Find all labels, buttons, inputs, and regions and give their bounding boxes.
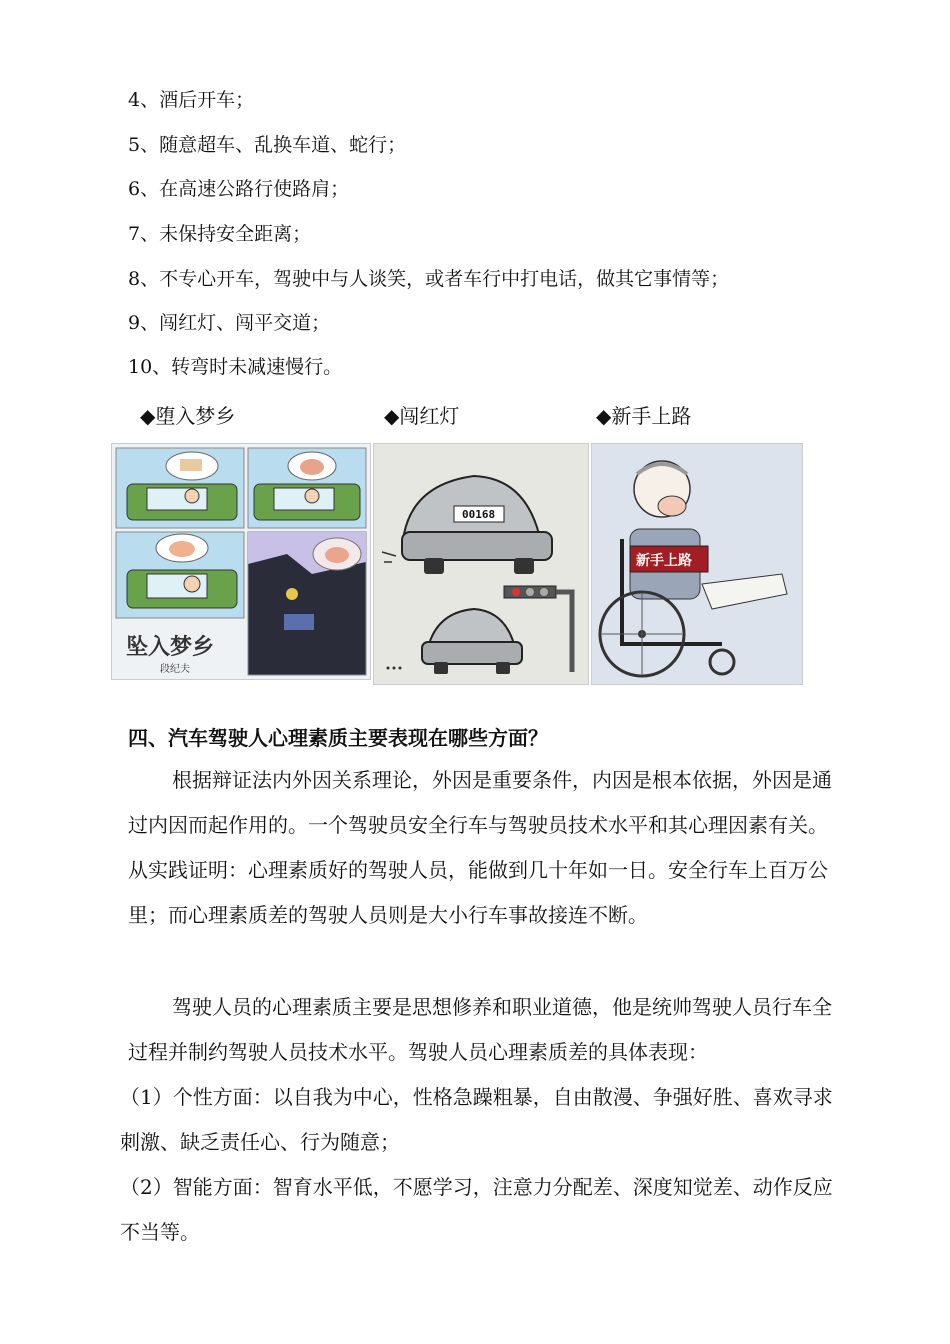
section-heading: 四、汽车驾驶人心理素质主要表现在哪些方面？ xyxy=(128,726,548,750)
novice-drawing xyxy=(592,444,802,684)
red-light-drawing xyxy=(374,444,588,684)
paragraph xyxy=(128,985,843,1075)
license-plate: 00168 xyxy=(462,508,496,521)
novice-image xyxy=(591,443,803,685)
paragraph-text: 根据辩证法内外因关系理论，外因是重要条件，内因是根本依据，外因是通过内因而起作用的。一个驾驶员安全行车与驾驶员技术水平和其心理因素有关。从实践证明：心理素质好的驾驶人员，能做到几十年如一日。安全行车上百万公里；而心理素质差的驾驶人员则是大小行车事故接连不断。 xyxy=(128,768,832,927)
list-item: 8、不专心开车，驾驶中与人谈笑，或者车行中打电话，做其它事情等； xyxy=(128,268,730,290)
red-light-image xyxy=(373,443,589,685)
dream-comic-image xyxy=(111,443,371,680)
caption-dream: ◆堕入梦乡 xyxy=(140,404,236,428)
caption-red-light: ◆闯红灯 xyxy=(384,404,460,428)
dream-comic-author: 段纪夫 xyxy=(160,664,190,675)
paragraph-text: 驾驶人员的心理素质主要是思想修养和职业道德，他是统帅驾驶人员行车全过程并制约驾驶人员技术水平。驾驶人员心理素质差的具体表现： xyxy=(128,995,832,1064)
list-item: 9、闯红灯、闯平交道； xyxy=(128,312,331,334)
list-item: 7、未保持安全距离； xyxy=(128,223,312,245)
list-item: 10、转弯时未减速慢行。 xyxy=(128,356,343,378)
point-item: （1）个性方面：以自我为中心，性格急躁粗暴，自由散漫、争强好胜、喜欢寻求刺激、缺乏责任心、行为随意； xyxy=(120,1085,833,1154)
point-item: （2）智能方面：智育水平低，不愿学习，注意力分配差、深度知觉差、动作反应不当等。 xyxy=(120,1175,833,1244)
caption-novice: ◆新手上路 xyxy=(596,404,692,428)
dream-comic-drawing xyxy=(112,444,370,679)
list-item: 4、酒后开车； xyxy=(128,89,255,111)
dream-comic-title: 坠入梦乡 xyxy=(126,635,215,660)
list-item: 6、在高速公路行使路肩； xyxy=(128,178,350,200)
list-item: 5、随意超车、乱换车道、蛇行； xyxy=(128,134,407,156)
paragraph xyxy=(128,758,843,938)
novice-sign: 新手上路 xyxy=(636,553,692,569)
